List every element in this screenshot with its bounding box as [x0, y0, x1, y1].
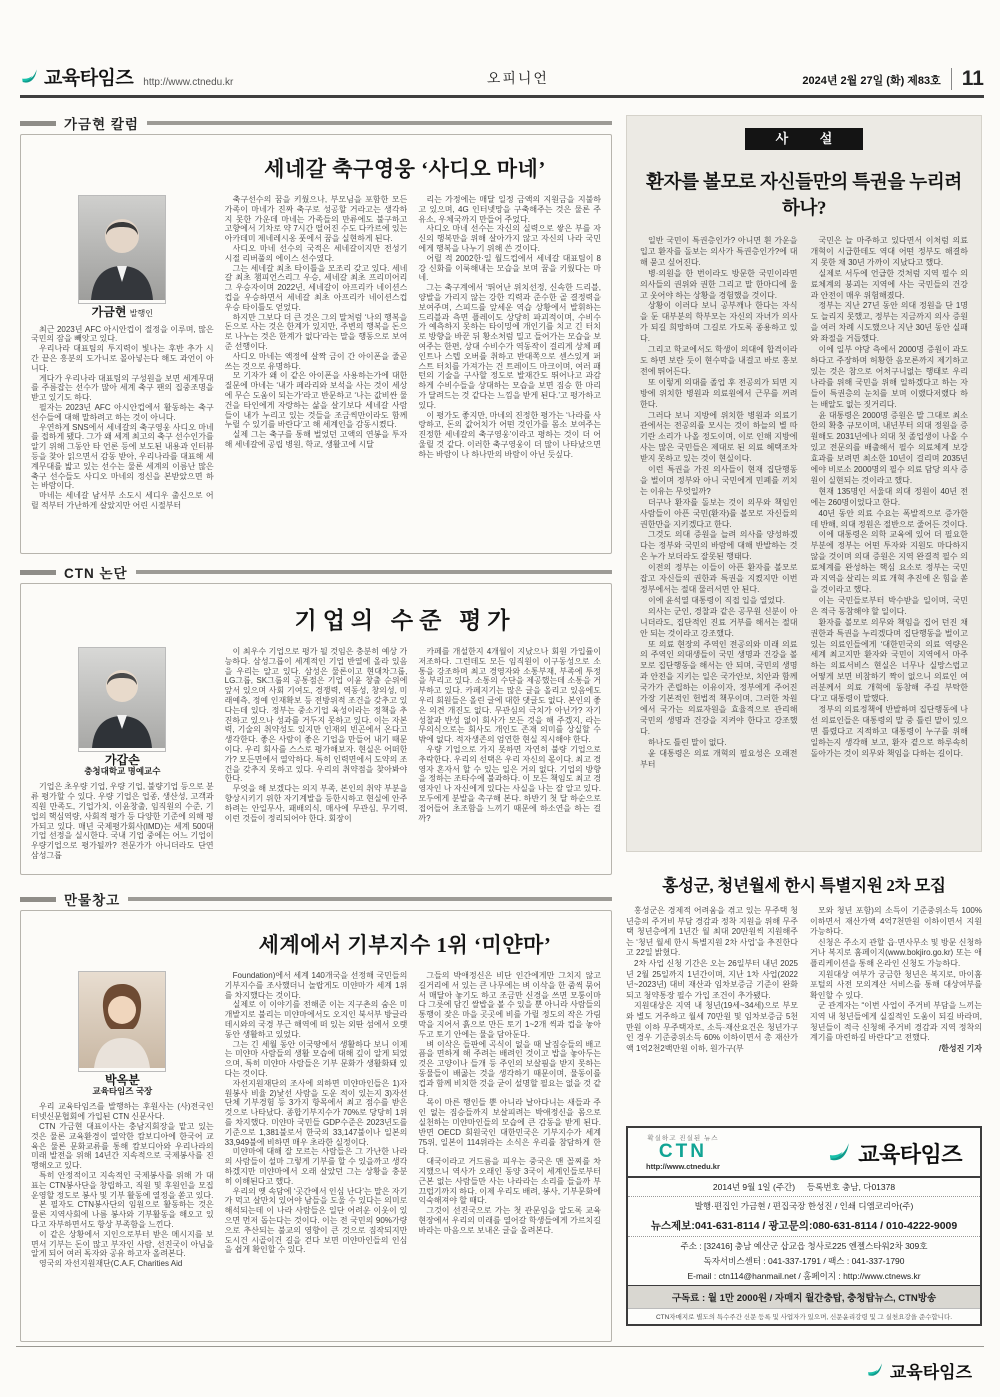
news-article	[626, 872, 982, 1114]
section-manmul-changgo	[20, 891, 612, 1342]
article-headline: 세계에서 기부지수 1위 ‘미얀마’	[258, 933, 552, 957]
author-photo	[78, 971, 166, 1072]
infobox-contact: 뉴스제보:041-631-8114 / 광고문의:080-631-8114 / 010-4222-9009	[628, 1215, 980, 1237]
infobox-service: 독자서비스센터 : 041-337-1791 / 팩스 : 041-337-1790	[703, 1256, 905, 1267]
infobox-subscription: 구독료 : 월 1만 2000원 / 자매지 월간충탑, 충청탑뉴스, CTN방송	[628, 1285, 980, 1308]
masthead-logo	[20, 63, 133, 90]
masthead-url: http://www.ctnedu.kr	[143, 77, 234, 88]
footer-brand-logo	[866, 1358, 972, 1383]
page-number: 11	[951, 68, 984, 90]
article-column-3: 리는 가정에는 매달 일정 금액의 지원금을 지불하고 있으며, 4G 인터넷망을 구축해주는 것은 물론 주유소, 우체국까지 만들어 주었다. 사디오 마네 선수는 자신의 실력으로 쌓은 부를 자신의 행복만을 위해 살아가지 않고 자신의 나라 국민에게 행복을 나누기 위해 쓴 것이다. 어릴 적 2002한·일 월드컵에서 세네갈 대표팀이 8강 신화를 이룩해내는 모습을 보며 꿈을 키웠다는 마네. 그는 축구계에서 ‘뛰어난 위치선정, 신속한 드리블, 양발을 가리지 않는 강한 킥력과 준수한 골 결정력을 보여주며, 스피드를 앞세운 역습 상황에서 발휘하는 드리블과 측면 플레이도 상당히 파괴적이며, 수비수가 예측하지 못하는 타이밍에 개인기를 치고 긴 터치로 방향을 바꾼 뒤 황소처럼 밀고 들어가는 모습을 보여주는 한편, 상대 수비수가 역동작이 걸리게 상체 페인트나 스텝 오버를 취하고 반대쪽으로 센스있게 퍼스트 터치를 가져가는 건 트레이드 마크이며, 여러 패턴의 기술을 구사할 정도로 발재간도 뛰어나고 과감하게 수비수들을 상대하는 모습을 보면 짐승 한 마리가 달려드는 것 같다는 느낌을 받게 된다.’고 평가하고 있다. 이 평가도 좋지만, 마네의 진정한 평가는 ‘나라를 사랑하고, 돈의 값어치가 어떤 것인가를 몸소 보여주는 진정한 세네갈의 축구영웅’이라고 평하는 것이 더 어울릴 것 같다. 이러한 축구영웅이 더 많이 나타났으면 하는 바람이 나 하나만의 바람이 아닌 듯싶다.	[418, 195, 602, 459]
author-title: 교육타임즈 국장	[92, 1085, 153, 1096]
footer-rule	[16, 1346, 984, 1347]
editorial-column-1: 일반 국민이 특권층인가? 아니면 흰 가운을 입고 환자를 돌보는 의사가 특권층인가?에 대해 묻고 싶어진다. 병·의원을 한 번이라도 방문한 국민이라면 의사들의 권위와 권한 그리고 말 한마디에 울고 웃어야 하는 상황을 경험했을 것이다. 상황이 이러다 보니 공부깨나 한다는 자식을 둔 대부분의 학부모는 자신의 자녀가 의사가 되길 희망하며 그길로 가도록 종용하고 있다. 그리고 학교에서도 학생이 의대에 합격이라도 하면 보란 듯이 현수막을 내걸고 바로 홍보전에 뛰어든다. 또 이렇게 의대를 졸업 후 전공의가 되면 지방에 위치한 병원과 의료원에서 근무를 꺼려한다. 그러다 보니 지방에 위치한 병원과 의료기관에서는 전공의를 모시는 것이 하늘의 별 따기란 소리가 나올 정도이며, 이로 인해 지방에 사는 많은 국민들은 제대로 된 의료 혜택조차 받지 못하고 있는 것이 현실이다. 이런 특권을 가진 의사들이 현재 집단행동을 벌이며 정부와 아니 국민에게 민폐를 끼치는 이유는 무엇일까? 더구나 환자를 돌보는 것이 의무와 책임인 사람들이 아픈 국민(환자)를 볼모로 자신들의 권한만을 지키겠다고 한다. 그것도 의대 증원을 늘려 의사를 양성하겠다는 정부와 국민의 바람에 대해 반발하는 것은 누가 보더라도 잘못된 행태다. 이전의 정부는 이들이 아픈 환자를 볼모로 잡고 자신들의 권한과 특권을 지켰지만 이번 정부에서는 절대 물러서면 안 된다. 이에 윤석열 대통령이 직접 입을 열었다. 의사는 군인, 경찰과 같은 공무원 신분이 아니더라도, 집단적인 진료 거부를 해서는 절대 안 되는 것이라고 강조했다. 또 의료 현장의 주역인 전공의와 미래 의료의 주역인 의대생들이 국민 생명과 건강을 볼모로 집단행동을 해서는 안 되며, 국민의 생명과 안전을 지키는 일은 국가안보, 치안과 함께 국가가 존립하는 이유이자, 정부에게 주어진 가장 기본적인 헌법적 책무이며, 그러한 차원에서 국가는 의료자원을 효율적으로 관리해 국민의 생명과 건강을 지켜야 한다고 강조했다. 하나도 틀린 말이 없다. 윤 대통령은 의료 개혁의 필요성은 오래전부터	[640, 236, 798, 769]
article-column-2: 축구선수의 꿈을 키웠으나, 부모님을 포함한 모든 가족이 마네가 진짜 축구로 성공할 거라고는 생각하지 못한 가운데 마네는 가족들의 만류에도 불구하고 고향에서 기차로 약 7시간 떨어진 수도 다카르에 있는 아카데미 제네레시옹 풋에서 꿈을 실현하게 된다. 사디오 마네 선수의 국적은 세네갈이지만 전성기 시절 리버풀의 에이스 선수였다. 그는 세네갈 최초 타이틀을 모조리 갖고 있다. 세네갈 최초 챔피언스리그 우승, 세네갈 최초 프리미어리그 우승자이며 2022년, 세네갈이 아프리카 네이션스컵을 우승하면서 세네갈 최초 아프리카 네이션스컵 우승 타이틀도 얻었다. 하지만 그보다 더 큰 것은 그의 말처럼 ‘나의 행복을 돈으로 사는 것은 한계가 있지만, 주변의 행복을 돈으로 나누는 것은 한계가 없다’라는 말을 행동으로 보여준 선행이다. 사디오 마네는 액정에 살짝 금이 간 아이폰을 줄곧 쓰는 것으로 유명하다. 모 기자가 왜 이 같은 아이폰을 사용하는가에 대한 질문에 마네는 ‘내가 페라리와 보석을 사는 것이 세상에 무슨 도움이 되는가’라고 반문하고 ‘나는 값비싼 물건을 타인에게 자랑하는 삶을 살기보다 세네갈 사람들이 내가 누리고 있는 것들을 조금씩만이라도 함께 누릴 수 있기를 바란다’고 해 세계인을 감동시켰다. 실제 그는 축구를 통해 벌었던 고액의 연봉을 투자해 세네갈에 공립 병원, 학교, 생활고에 시달	[224, 195, 408, 449]
article-column-2: Foundation)에서 세계 140개국을 선정해 국민들의 기부지수를 조사했더니 놀랍게도 미얀마가 세계 1위를 차지했다는 것이다. 실제로 이 이야기를 전해준 이는 지구촌의 숨은 미개발지로 불리는 미얀마에서도 오지인 북서부 방글라데시와의 국경 부근 해역에 떠 있는 외딴 섬에서 오랫동안 생활하고 있었다. 그는 긴 세월 동안 이국땅에서 생활하다 보니 이제는 미얀마 사람들의 생활 모습에 대해 깊이 알게 되었으며, 특히 미얀마 사람들은 기부 문화가 생활화돼 있다는 것이다. 자선지원재단의 조사에 의하면 미얀마인들은 1)자원봉사 비율 2)낯선 사람을 도운 적이 있는지 3)자선단체 기부경험 등 3가지 항목에서 최고 점수를 받은 것으로 나타났다. 종합기부지수가 70%로 당당히 1위를 차지했다. 미얀마 국민들 GDP수준은 2023년도를 기준으로 1,381불로서 한국의 33,147불이나 일본의 33,949불에 비하면 매우 초라한 실정이다. 미얀마에 대해 잘 모르는 사람들은 그 가난한 나라의 사람들이 설마 그렇게 기부를 할 수 있을까고 생각하겠지만 미얀마에서 오래 살았던 그는 상황을 충분히 이해된다고 했다. 우리의 옛 속담에 ‘곳간에서 인심 난다’는 말은 자기가 먹고 살만치 있어야 남들을 도울 수 있다는 의미로 해석되는데 이 나라 사람들은 일단 어려운 이웃이 있으면 먼저 돕는다는 것이다. 이는 전 국민의 90%가량으로 추산되는 불교의 영향이 큰 것으로 짐작되지만 도시건 시골이건 길을 걷다 보면 미얀마인들의 인심을 쉽게 확인할 수 있다.	[224, 971, 408, 1255]
editorial-label: 사 설	[745, 128, 863, 150]
news-byline: /한성진 기자	[938, 1043, 982, 1053]
registration-number: 등록번호 충남, 다01378	[806, 1182, 896, 1193]
editorial-column-2: 국민은 늘 마주하고 있다면서 이처럼 의료 개혁이 시급한데도 역대 어떤 정부도 해결하지 못한 채 30년 가까이 지났다고 했다. 실제로 서두에 언급한 것처럼 지역 필수 의료체계의 붕괴는 지역에 사는 국민들의 건강과 안전이 매우 위험해졌다. 정부는 지난 27년 동안 의대 정원을 단 1명도 늘리지 못했고, 정부는 지금까지 의사 증원을 여러 차례 시도했으나 지난 30년 동안 실패와 좌절을 거듭했다. 이에 일부 야당 측에서 2000명 증원이 과도하다고 주장하며 허황한 음모론까지 제기하고 있는 것은 참으로 어처구니없는 행태로 우리나라를 위해 국민을 위해 일하겠다고 하는 자들이 특권층의 눈치를 보며 이랬다저랬다 하는 배알도 없는 짓거리다. 윤 대통령은 2000명 증원은 말 그대로 최소한의 확충 규모이며, 내년부터 의대 정원을 증원해도 2031년에나 의대 첫 졸업생이 나올 수 있고 전문의를 배출해서 필수 의료체계 보강 효과를 보려면 최소한 10년이 걸리며 2035년에야 비로소 2000명의 필수 의료 담당 의사 증원이 실현되는 것이라고 했다. 현재 135명인 서울대 의대 정원이 40년 전에는 260명이었다고 한다. 40년 동안 의료 수요는 폭발적으로 증가한 데 반해, 의대 정원은 절반으로 줄어든 것이다. 이에 대통령은 의학 교육에 있어 더 필요한 부분에 정부는 어떤 투자와 지원도 마다하지 않을 것이며 의대 증원은 지역 완결적 필수 의료체계를 완성하는 핵심 요소로 정부는 국민과 지역을 살리는 의료 개혁 추진에 온 힘을 쏟을 것이라고 했다. 이는 국민들로부터 박수받을 일이며, 국민은 적극 동참해야 할 일이다. 환자를 볼모로 의무와 책임을 집어 던진 채 권한과 특권을 누리겠다며 집단행동을 벌이고 있는 의료인들에게 ‘대한민국의 의료 역량은 세계 최고지만 환자와 국민이 지역에서 마주하는 의료서비스 현실은 너무나 실망스럽고 어떻게 보면 비참하기 짝이 없으니 의료인 여러분께서 의료 개혁에 동참해 주길 부탁한다’고 대통령이 말했다. 정부의 의료정책에 반발하며 집단행동에 나선 의료인들은 대통령의 말 중 틀린 말이 있으면 틀렸다고 지적하고 대통령이 누구를 위해 일하는지 생각해 보고, 환자 곁으로 하루속히 돌아가는 것이 의무와 책임을 다하는 길이다.	[810, 236, 968, 758]
ctn-slogan: 확실하고 진실된 뉴스	[647, 1135, 719, 1142]
section-name: 오피니언	[486, 70, 549, 86]
editorial-headline: 환자를 볼모로 자신들만의 특권을 누리려 하나?	[645, 173, 962, 219]
article-text: 우리 교육타임즈를 발행하는 후원사는 (사)전국인터넷신문협회에 가입된 CTN 신문사다. CTN 가금현 대표이사는 충남지회장을 맡고 있는 것은 물론 교육환경이 열악한 캄보디아에 한국어 교육은 물론 문화교류를 통해 캄보디아와 우리나라의 미래 발전을 위해 14년간 지속적으로 국제봉사를 진행해오고 있다. 특히 안정적이고 지속적인 국제봉사를 위해 가 대표는 CTN봉사단을 창립하고, 직원 및 후원인을 모집 운영할 정도로 봉사 및 기부 활동에 열정을 쏟고 있다. 본 필자도 CTN봉사단의 임원으로 활동하는 것은 물론 지역사회에 나름 봉사와 기부활동을 해오고 있다고 자부하면서도 항상 부족함을 느낀다. 이 같은 상황에서 지인으로부터 받은 메시지를 보면서 기부는 돈이 많고 부자인 사람, 선진국이 아님을 알게 되어 여러 독자와 공유 하고자 올려본다. 영국의 자선지원재단(C.A.F, Charities Aid	[31, 1102, 214, 1269]
section-dash	[20, 570, 56, 575]
founded-date: 2014년 9월 1일 (주간)	[712, 1182, 796, 1193]
brand-swoosh-icon	[827, 1140, 853, 1166]
brand-swoosh-icon	[866, 1361, 885, 1380]
section-label: 가금현 칼럼	[64, 117, 139, 132]
article-column-2: 이 최우수 기업으로 평가 될 것임은 충분히 예상 가능하다. 삼성그룹이 세계적인 기업 반열에 올라 있음을 우리는 알고 있다. 삼성은 물론이고 현대차그룹, LG그룹, SK그룹의 공통점은 기업 이윤 창출 순위에 앞서 있으며 사회 기여도, 경쟁력, 역동성, 창의성, 미래예측, 정예 인재확보 등 전방위적 조건을 갖추고 있다는데 있다. 정부는 중소기업 육성이라는 정책을 추진하고 있으나 성과를 거두지 못하고 있다. 이는 자본력, 기술의 취약성도 있지만 인재의 빈곤에서 온다고 생각한다. 좋은 사람이 좋은 기업을 만들어 내기 때문이다. 우리 회사를 스스로 평가해보자. 현실은 어떠한가? 모든면에서 열악하다. 특히 인력면에서 도약의 조건을 갖추지 못하고 있다. 우리의 취약점을 찾아봐야 한다. 무엇을 해 보겠다는 의지 부족, 본인의 취약 부분을 향상시키기 위한 자기계발을 등한시하고 현실에 안주하려는 안일무사, 패배의식, 매사에 무관심, 무기력, 이런 것들이 정리되어야 한다. 회장이	[224, 647, 408, 823]
section-gageumhyeon-column	[20, 115, 612, 554]
author-figure	[78, 647, 166, 776]
infobox-brand-logo	[827, 1138, 962, 1169]
author-title: 발행인	[129, 308, 153, 318]
author-name: 가금현 발행인	[91, 304, 153, 319]
article-headline: 세네갈 축구영웅 ‘사디오 마네’	[264, 157, 546, 181]
section-dash	[20, 897, 56, 902]
footer-brand-text: 교육타임즈	[889, 1363, 972, 1382]
section-rule	[147, 121, 612, 125]
editorial	[626, 115, 982, 852]
article-headline: 기업의 수준 평가	[294, 608, 516, 633]
ctn-logo	[646, 1135, 720, 1171]
article-column-3: 카페를 개설한지 4개월이 지났으나 회원 가입률이 저조하다. 그런데도 모든 임직원이 이구동성으로 소통을 강조하며 최고 경영자와 소통부재, 부족에 투정을 부리고 있다. 소통의 수단을 제공했는데 소통을 거부하고 있다. 카페지기는 많은 글을 올리고 있음에도 우리 회원들은 올린 글에 대한 댓글도 없다. 본인의 좋은 의견 개진도 없다. 무관심의 극치가 아닌가? 자기 성찰과 반성 없이 회사가 모든 것을 해 주겠지, 라는 무의식으로는 회사도 개인도 존재 의미를 상실할 수밖에 없다. 적자생존의 엄연한 현실 직시해야 한다. 우량 기업으로 가지 못하면 자연히 불량 기업으로 추락한다. 우리의 선택은 우리 자신의 몫이다. 최고 경영자 혼자서 할 수 있는 일은 거의 없다. 기업의 방향을 정하는 조타수에 불과하다. 이 모든 책임도 최고 경영자인 나 자신에게 있다는 사실을 나는 잘 알고 있다. 모두에게 분발을 촉구해 본다. 하반기 첫 달 하순으로 접어들어 초조함을 느끼기 때문에 하소연을 하는 걸까?	[418, 647, 602, 823]
author-figure	[78, 195, 166, 319]
section-dash	[20, 121, 56, 126]
author-name: 가갑손	[104, 752, 140, 767]
publication-info-box	[626, 1126, 982, 1326]
section-label: CTN 논단	[64, 566, 128, 581]
author-photo	[78, 195, 166, 304]
issue-date: 2024년 2월 27일 (화) 제83호	[802, 75, 941, 87]
article-column-1	[31, 647, 214, 875]
author-name: 박옥분	[104, 1072, 140, 1087]
news-column-2	[810, 906, 982, 1114]
masthead-rule	[20, 95, 984, 98]
article-text: 최근 2023년 AFC 아시안컵이 절정을 이루며, 많은 국민의 잠을 빼앗고 있다. 우리나라 대표팀의 투지력이 빛나는 후반 추가 시간 끝은 흥분의 도가니로 몰아넣는다 해도 과언이 아니다. 게다가 우리나라 대표팀의 구성원을 보면 세계무대를 주름잡는 선수가 많아 세계 축구 팬의 집중조명을 받고 있기도 하다. 필자는 2023년 AFC 아시안컵에서 활동하는 축구 선수들에 대해 말하려고 하는 것이 아니다. 우연하게 SNS에서 세네갈의 축구영웅 사디오 마네를 접하게 됐다. 그가 왜 세계 최고의 축구 선수인가를 알기 위해 그동안 타 언론 등에 보도된 내용과 인터뷰 등을 찾아 읽으면서 감동 받아, 우리나라를 대표해 세계무대를 밟고 있는 선수는 물론 세계의 이름난 많은 축구 선수들도 사디오 마네의 정신을 본받았으면 하는 바람이다. 마네는 세네갈 남서부 소도시 세디우 출신으로 어릴 적부터 가난하게 살았지만 어린 시절부터	[31, 324, 214, 510]
infobox-brand-text: 교육타임즈	[858, 1141, 962, 1167]
news-headline: 홍성군, 청년월세 한시 특별지원 2차 모집	[662, 876, 946, 895]
article-column-3: 그들의 박애정신은 비단 인간에게만 그치지 않고 길거리에 서 있는 큰 나무에는 벼 이삭을 한 줌씩 묶어서 매달아 놓기도 하고 조금만 신경을 쓰면 모퉁이마다 그릇에 담긴 쌀밥을 볼 수 있을 뿐 아니라 사람들의 통행이 잦은 마을 곳곳에 비를 가릴 정도의 작은 가림막을 지어서 흙으로 만든 토기 1~2개 씩과 컵을 놓아두고 토기 안에는 물을 담아둔다. 벼 이삭은 들판에 곡식이 없을 때 날짐승들의 배고픔을 면하게 해 주려는 배려인 것이고 밥을 놓아두는 것은 고양이나 들개 등 주인의 보살핌을 받지 못하는 동물들이 배곯는 것을 생각하기 때문이며, 물동이를 컵과 함께 비치한 것을 굳이 설명할 필요는 없을 것 같다. 목이 마른 행인들 뿐 아니라 날아다니는 새들과 주인 없는 짐승들까지 보살피려는 박애정신을 몸으로 실천하는 미얀마인들의 모습에 큰 감동을 받게 된다. 반면 OECD 회원국인 대한민국은 기부지수가 세계 75위, 일본이 114위라는 소식은 우리를 참담하게 한다. 대국이라고 거드름을 피우는 중국은 맨 꼴찌를 차지했으니 역사가 오래인 동양 3국이 세계인들로부터 근본 없는 사람들만 사는 나라라는 소리를 들을까 부끄럽기까지 하다. 이제 우리도 배려, 봉사, 기부문화에 익숙해져야 할 때다. 그것이 선진국으로 가는 첫 관문임을 알도록 교육현장에서 우리의 미래를 열어갈 학생들에게 가르치길 바라는 마음으로 보내온 글을 올려본다.	[418, 971, 602, 1235]
author-figure	[78, 971, 166, 1096]
article-column-1	[31, 195, 214, 547]
infobox-address: 주소 : [32416] 충남 예산군 삽교읍 청사로225 엔젤스타워2차 309호	[680, 1241, 928, 1252]
ctn-url: http://www.ctnedu.kr	[646, 1162, 720, 1172]
masthead	[20, 56, 984, 90]
masthead-brand-text: 교육타임즈	[44, 68, 134, 89]
infobox-staff: 발행·편집인 가금현 / 편집국장 한성진 / 인쇄 디엠코리아(주)	[694, 1201, 914, 1212]
infobox-notice: CTN자매지로 별도의 특수주간 신문 등록 및 사업자가 있으며, 신문윤리강령 및 그 실천요강을 준수합니다.	[628, 1308, 980, 1324]
infobox-registration-row	[628, 1178, 980, 1197]
news-column-1: 홍성군은 경제적 어려움을 겪고 있는 무주택 청년층의 주거비 부담 경감과 정착 지원을 위해 무주택 청년층에게 1년간 월 최대 20만원씩 지원해주는 ‘청년 월세 한시 특별지원 2차 사업’을 추진한다고 22일 밝혔다. 2차 사업 신청 기간은 오는 26일부터 내년 2025년 2월 25일까지 1년간이며, 지난 1차 사업(2022년~2023년) 대비 재산과 임차보증금 기준이 완화되고 청약통장 필수 가입 조건이 추가됐다. 지원대상은 지역 내 청년(19세~34세)으로 부모와 별도 거주하고 월세 70만원 및 임차보증금 5천만원 이하 무주택자로, 소득·재산요건은 청년가구인 경우 기준중위소득 60% 이하이면서 총 재산가액 1억2천2백만원 이하, 원가구(부	[626, 906, 798, 1053]
article-column-1	[31, 971, 214, 1301]
author-title: 충청대학교 명예교수	[84, 765, 161, 776]
news-text: 모와 청년 포함)의 소득이 기준중위소득 100% 이하면서 재산가액 4억7천만원 이하이면서 지원 가능하다. 신청은 주소지 관할 읍·면사무소 및 방문 신청하거나 복지로 홈페이지(www.bokjiro.go.kr) 또는 애플리케이션을 통해 온라인 신청도 가능하다. 지원대상 여부가 궁금한 청년은 복지로, 마이홈포털의 사전 모의계산 서비스를 통해 대상여부를 확인할 수 있다. 군 관계자는 “이번 사업이 주거비 부담을 느끼는 지역 내 청년들에게 실질적인 도움이 되길 바라며, 청년들이 적극 신청해 주거비 경감과 지역 정착의 계기를 마련하길 바란다”고 전했다.	[810, 906, 982, 1043]
brand-swoosh-icon	[20, 67, 40, 87]
section-ctn-forum	[20, 564, 612, 875]
section-label: 만물창고	[64, 893, 121, 908]
infobox-email: E-mail : ctn114@hanmail.net / 홈페이지 : http://www.ctnews.kr	[687, 1271, 921, 1282]
article-text: 기업은 초우량 기업, 우량 기업, 불량기업 등으로 분류 평가할 수 있다. 우량 기업은 업종, 생산성, 고객과 직원 만족도, 기업가치, 이윤창출, 임직원의 수준, 기업의 핵심역량, 사회적 평가 등 다양한 기준에 의해 평가되고 있다. 매년 국제평가회사(IMD)는 세계 500대 기업 선정을 실시한다. 국내 기업 중에는 어느 기업이 우량기업으로 평가될까? 전문가가 아니더라도 단연 삼성그룹	[31, 782, 214, 860]
section-rule	[136, 570, 612, 574]
section-rule	[128, 897, 612, 901]
author-photo	[78, 647, 166, 752]
ctn-logo-text: CTN	[658, 1141, 707, 1163]
